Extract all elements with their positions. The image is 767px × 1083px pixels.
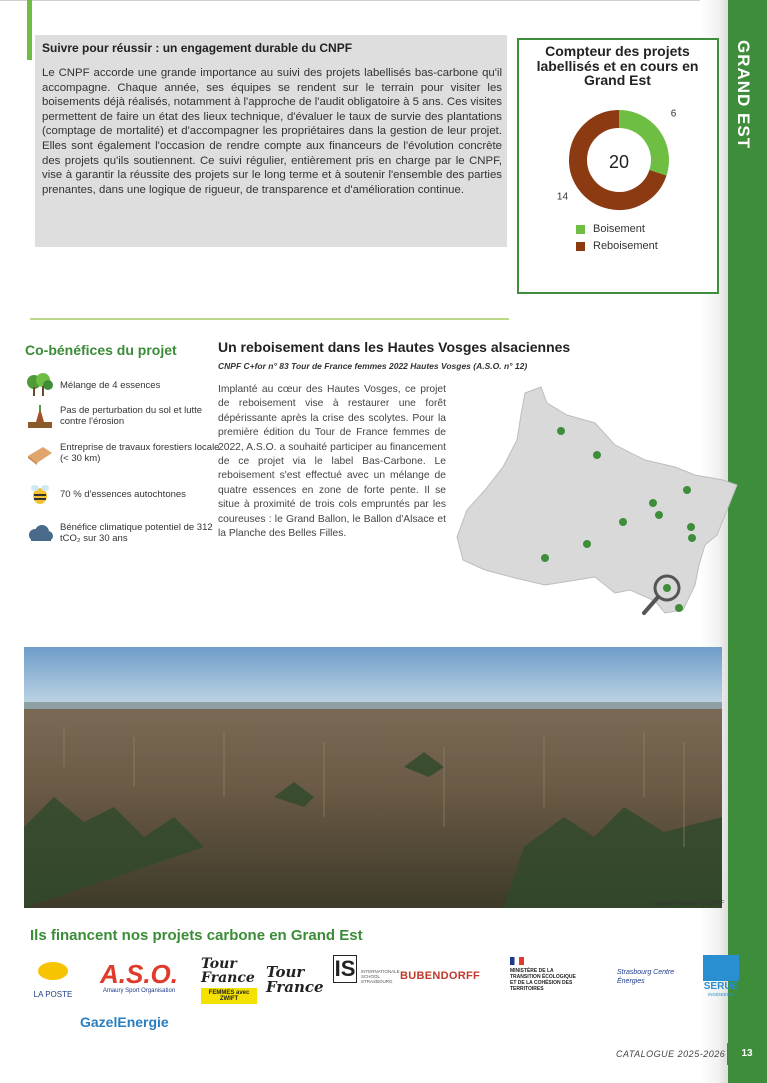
top-rule (0, 0, 767, 1)
project-marker (688, 534, 696, 542)
laposte-logo (28, 962, 78, 1002)
is-logo (333, 955, 400, 1005)
forest-aerial-photo (24, 647, 722, 908)
follow-up-body: Le CNPF accorde une grande importance au suivi des projets labellisés bas-carbone qu'il accompagne. Chaque année, ses équipes se rendent sur le terrain pour visiter les boisements déjà réalisés, notamment à l'approche de l'audit obligatoire à 5 ans. Ces visites permettent de faire un état des lieux technique, d'évaluer le taux de survie des plantations (comptage de mortalité) et d'accompagner les propriétaires dans la gestion de leur projet. Elles sont également l'occasion de rendre compte aux financeurs de l'évolution concrète des projets qu'ils soutiennent. Ce suivi régulier, entièrement pris en charge par le CNPF, vise à garantir la réussite des projets sur le long terme et à soutenir l'ensemble des parties prenantes, dans une logique de rigueur, de transparence et d'amélioration continue. (42, 67, 502, 196)
project-marker (655, 511, 663, 519)
is-sublabel: INTERNATIONALE SCHOOL STRASBOURG (361, 969, 400, 984)
marianne-flag-icon (510, 957, 524, 965)
strasbourg-energies-logo (617, 968, 677, 998)
project-marker (541, 554, 549, 562)
tdf-women-line2: France (201, 970, 255, 986)
cobenefits-title: Co-bénéfices du projet (25, 342, 177, 358)
gazel-logo (80, 1014, 180, 1034)
follow-up-box (35, 35, 507, 247)
aso-logo (84, 960, 194, 1000)
cobenefit-text: Pas de perturbation du sol et lutte contre l'érosion (60, 405, 203, 427)
project-marker (675, 604, 683, 612)
project-title: Un reboisement dans les Hautes Vosges alsaciennes (218, 339, 571, 355)
project-counter (517, 38, 719, 294)
tdf-women-line1: Tour (201, 956, 237, 972)
project-marker (619, 518, 627, 526)
bee-icon (25, 482, 55, 506)
donut-value-label-reboisement: 14 (556, 191, 569, 203)
cobenefit-text: Bénéfice climatique potentiel de 312 tCO₂ sur 30 ans (60, 522, 213, 544)
gazel-label: GazelEnergie (80, 1014, 169, 1030)
page-number: 13 (727, 1043, 767, 1065)
serue-sublabel: INGÉNIERIE (707, 992, 734, 997)
trees-icon (25, 373, 55, 397)
cobenefit-text: Entreprise de travaux forestiers locale (< 30 km) (60, 442, 220, 464)
serue-icon (703, 955, 739, 981)
cloud-icon (25, 522, 55, 546)
funders-title: Ils financent nos projets carbone en Grand Est (30, 927, 363, 944)
project-marker (683, 486, 691, 494)
legend-label-reboisement: Reboisement (593, 240, 658, 252)
accent-bar (27, 0, 32, 60)
is-label: IS (334, 956, 356, 981)
follow-up-title: Suivre pour réussir : un engagement durable du CNPF (42, 41, 353, 55)
bubendorff-logo (400, 970, 485, 990)
aso-sublabel: Amaury Sport Organisation (102, 988, 176, 994)
ministere-logo (510, 957, 590, 1013)
project-body: Implanté au cœur des Hautes Vosges, ce projet de reboisement vise à restaurer une forêt dépérissante après la crise des scolytes. Pour la première édition du Tour de France femmes de 2022, A.S.O. a souhaité participer au financement de ce projet via le label Bas-Carbone. Le reboisement s'est effectué avec un mélange de quatre essences en zone de forte pente. Il se situe à proximité de trois cols empruntés par les coureuses : le Grand Ballon, le Ballon d'Alsace et la Planche des Belles Filles. (218, 384, 446, 540)
counter-title: Compteur des projets labellisés et en cours en Grand Est (536, 43, 699, 88)
legend-swatch-boisement (576, 225, 585, 234)
legend-swatch-reboisement (576, 242, 585, 251)
soil-icon (25, 405, 55, 429)
cobenefit-text: 70 % d'essences autochtones (60, 489, 186, 500)
strasbourg-label: Strasbourg Centre Énergies (617, 969, 675, 985)
tdf-logo (266, 965, 322, 1005)
region-map (455, 385, 745, 625)
tdf-line1: Tour (266, 963, 305, 981)
project-marker (687, 523, 695, 531)
region-outline (457, 387, 737, 613)
laposte-label: LA POSTE (33, 990, 73, 999)
serue-logo (700, 955, 745, 1015)
legend-boisement (576, 223, 645, 235)
project-subtitle: CNPF C+for n° 83 Tour de France femmes 2022 Hautes Vosges (A.S.O. n° 12) (218, 361, 528, 371)
bubendorff-label: BUBENDORFF (400, 970, 480, 982)
donut-value-label-boisement: 6 (670, 108, 677, 120)
photo-credit: Sylvain Gaudin © CNPF (654, 900, 724, 907)
aso-label: A.S.O. (99, 959, 178, 989)
project-marker (583, 540, 591, 548)
project-marker (593, 451, 601, 459)
section-divider (30, 318, 509, 320)
ministere-label: MINISTÈRE DE LA TRANSITION ÉCOLOGIQUE ET DE LA COHÉSION DES TERRITOIRES (510, 968, 576, 992)
wood-icon (25, 442, 55, 466)
legend-label-boisement: Boisement (593, 223, 645, 235)
tdf-women-logo (201, 957, 257, 1023)
laposte-bird-icon (38, 962, 68, 980)
footer-catalogue: CATALOGUE 2025-2026 (616, 1049, 726, 1059)
region-tab-label: GRAND EST (734, 40, 753, 150)
legend-reboisement (576, 240, 658, 252)
donut-chart (519, 40, 719, 292)
project-marker (649, 499, 657, 507)
project-marker (557, 427, 565, 435)
donut-total: 20 (608, 152, 630, 172)
tdf-women-badge: FEMMES avec ZWIFT (201, 988, 257, 1004)
cobenefit-text: Mélange de 4 essences (60, 380, 161, 391)
serue-label: SERUE (703, 981, 739, 992)
tdf-line2: France (266, 978, 324, 996)
